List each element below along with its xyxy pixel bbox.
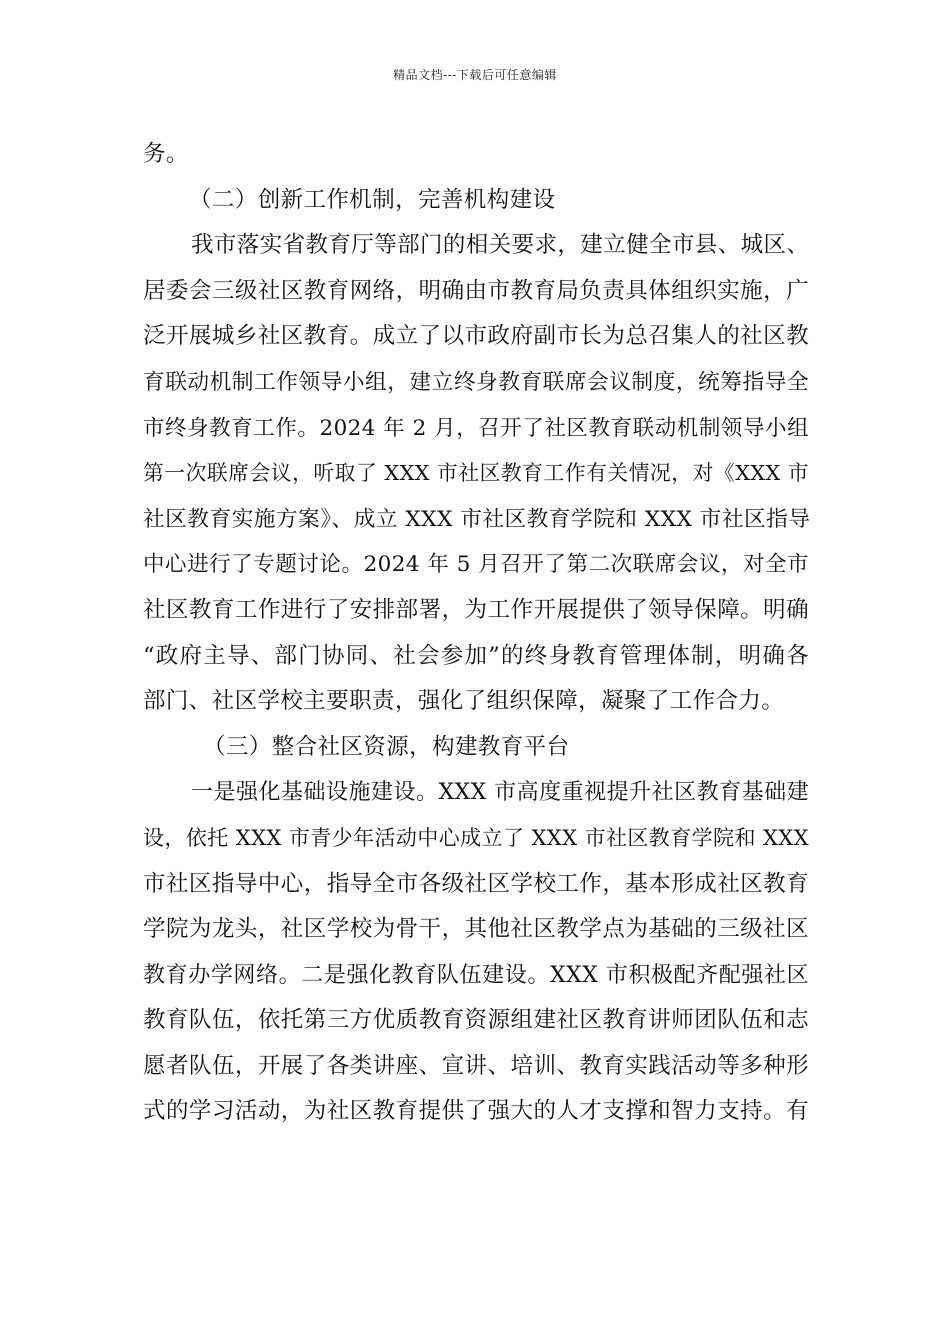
paragraph-line: 一是强化基础设施建设。XXX 市高度重视提升社区教育基础建: [191, 780, 809, 806]
paragraph-line: 社区教育工作进行了安排部署，为工作开展提供了领导保障。明确: [143, 596, 809, 623]
paragraph-line: 教育队伍，依托第三方优质教育资源组建社区教育讲师团队伍和志: [143, 1007, 809, 1034]
paragraph-line: “政府主导、部门协同、社会参加”的终身教育管理体制，明确各: [143, 642, 809, 669]
paragraph-line: 第一次联席会议，听取了 XXX 市社区教育工作有关情况，对《XXX 市: [143, 461, 809, 486]
paragraph-line: 学院为龙头，社区学校为骨干，其他社区教学点为基础的三级社区: [143, 916, 809, 943]
paragraph-line: 部门、社区学校主要职责，强化了组织保障，凝聚了工作合力。: [143, 688, 785, 715]
paragraph-line: 式的学习活动，为社区教育提供了强大的人才支撑和智力支持。有: [143, 1098, 809, 1125]
paragraph-line: 泛开展城乡社区教育。成立了以市政府副市长为总召集人的社区教: [143, 323, 809, 350]
paragraph-line: 愿者队伍，开展了各类讲座、宣讲、培训、教育实践活动等多种形: [143, 1052, 809, 1079]
paragraph-line: 市社区指导中心，指导全市各级社区学校工作，基本形成社区教育: [143, 870, 809, 897]
section-heading-2: （二）创新工作机制，完善机构建设: [189, 186, 556, 213]
paragraph-line: 设，依托 XXX 市青少年活动中心成立了 XXX 市社区教育学院和 XXX: [143, 825, 809, 850]
paragraph-line: 务。: [143, 141, 189, 167]
paragraph-line: 市终身教育工作。2024 年 2 月，召开了社区教育联动机制领导小组: [143, 415, 809, 441]
paragraph-line: 我市落实省教育厅等部门的相关要求，建立健全市县、城区、: [191, 232, 810, 259]
paragraph-line: 社区教育实施方案》、成立 XXX 市社区教育学院和 XXX 市社区指导: [143, 506, 811, 532]
section-heading-3: （三）整合社区资源，构建教育平台: [203, 733, 570, 760]
paragraph-line: 居委会三级社区教育网络，明确由市教育局负责具体组织实施，广: [143, 277, 809, 304]
paragraph-line: 中心进行了专题讨论。2024 年 5 月召开了第二次联席会议，对全市: [143, 552, 809, 578]
page-header: 精品文档---下载后可任意编辑: [393, 68, 557, 82]
paragraph-line: 育联动机制工作领导小组，建立终身教育联席会议制度，统筹指导全: [143, 369, 809, 395]
document-body: [143, 132, 809, 1135]
paragraph-line: 教育办学网络。二是强化教育队伍建设。XXX 市积极配齐配强社区: [143, 962, 809, 988]
